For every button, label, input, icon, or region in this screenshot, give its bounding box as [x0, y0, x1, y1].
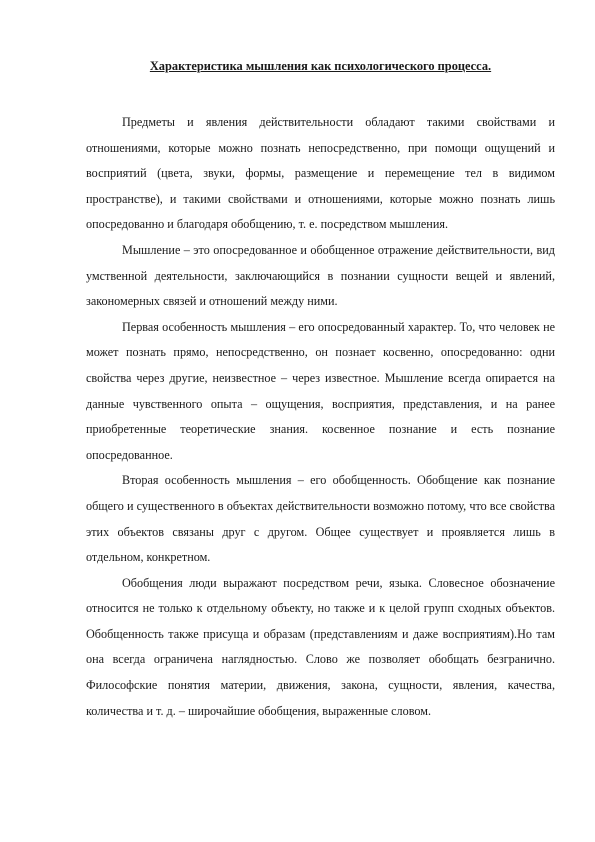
paragraph-4: Вторая особенность мышления – его обобщенность. Обобщение как познание общего и существенного в объектах действительности возможно потому, что все свойства этих объектов связаны друг с другом. Общее существует и проявляется лишь в отдельном, конкретном.	[86, 473, 555, 565]
document-page	[86, 58, 555, 724]
document-title: Характеристика мышления как психологического процесса.	[149, 59, 492, 73]
paragraph-1: Предметы и явления действительности обладают такими свойствами и отношениями, которые можно познать непосредственно, при помощи ощущений и восприятий (цвета, звуки, формы, размещение и перемещение тел в видимом пространстве), и такими свойствами и отношениями, которые можно познать лишь опосредованно и благодаря обобщению, т. е. посредством мышления.	[86, 115, 555, 232]
paragraph-2: Мышление – это опосредованное и обобщенное отражение действительности, вид умственной деятельности, заключающийся в познании сущности вещей и явлений, закономерных связей и отношений между ними.	[86, 242, 555, 309]
paragraph-3: Первая особенность мышления – его опосредованный характер. То, что человек не может познать прямо, непосредственно, он познает косвенно, опосредованно: одни свойства через другие, неизвестное – через известное. Мышление всегда опирается на данные чувственного опыта – ощущения, восприятия, представления, и на ранее приобретенные теоретические знания. косвенное познание и есть познание опосредованное.	[86, 319, 555, 462]
paragraph-5: Обобщения люди выражают посредством речи, языка. Словесное обозначение относится не только к отдельному объекту, но также и к целой групп сходных объектов. Обобщенность также присуща и образам (представлениям и даже восприятиям).Но там она всегда ограничена наглядностью. Слово же позволяет обобщать безгранично. Философские понятия материи, движения, закона, сущности, явления, качества, количества и т. д. – широчайшие обобщения, выраженные словом.	[86, 575, 555, 718]
